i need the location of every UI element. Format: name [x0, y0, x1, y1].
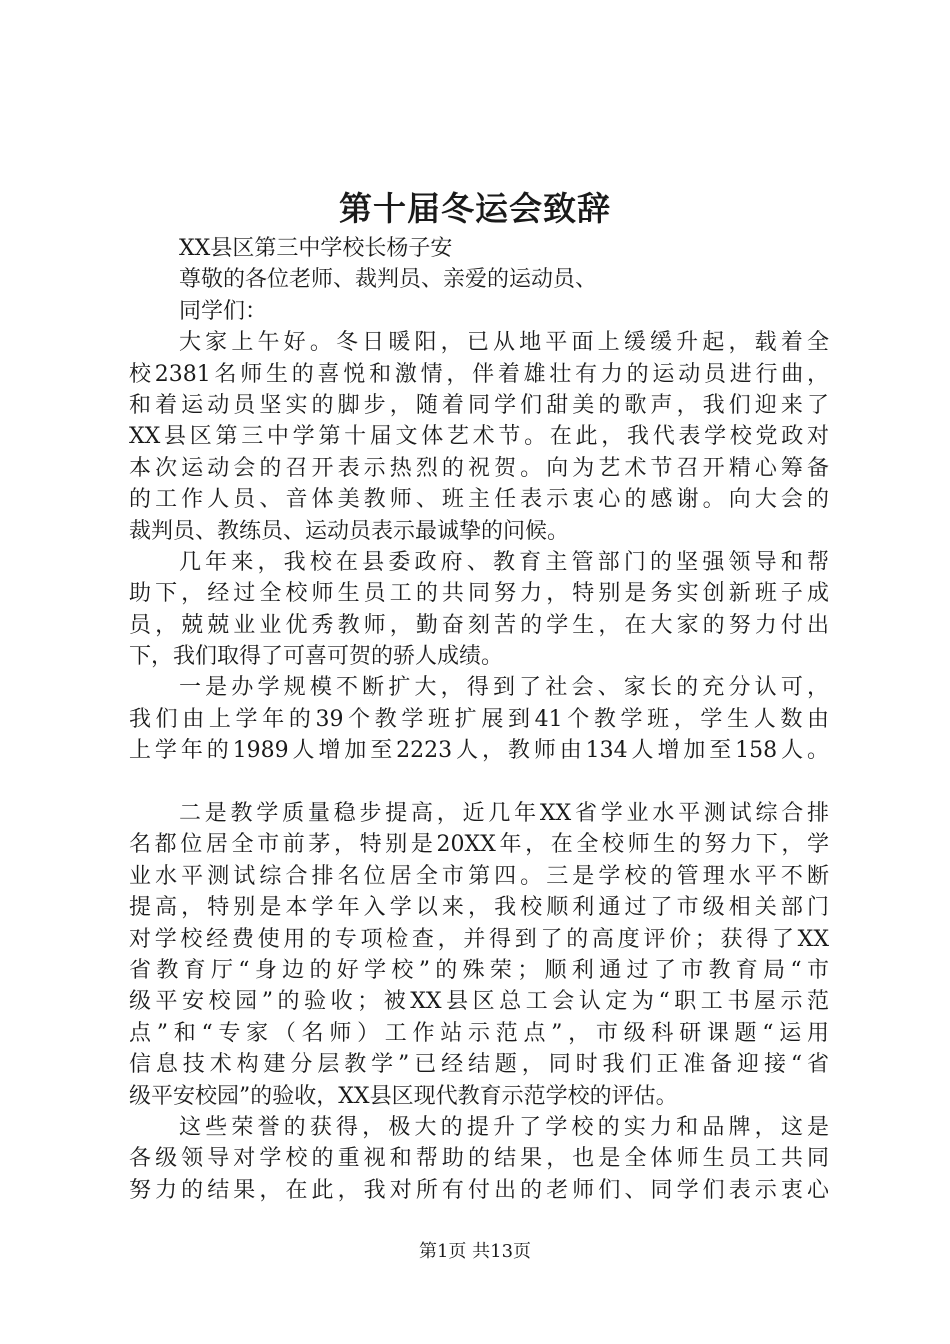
text-line: 几年来，我校在县委政府、教育主管部门的坚强领导和帮 — [179, 549, 829, 575]
text-line: 同学们： — [179, 298, 268, 324]
text-line: 尊敬的各位老师、裁判员、亲爱的运动员、 — [179, 267, 598, 293]
text-line: 级平安校园”的验收；被XX县区总工会认定为“职工书屋示范 — [129, 989, 829, 1015]
text-line: XX县区第三中学校长杨子安 — [179, 236, 453, 261]
text-line: 努力的结果，在此，我对所有付出的老师们、同学们表示衷心 — [129, 1177, 829, 1203]
text-line: 信息技术构建分层教学”已经结题，同时我们正准备迎接“省 — [129, 1052, 829, 1078]
page-footer: 第1页 共13页 — [418, 1241, 532, 1262]
text-line: 和着运动员坚实的脚步，随着同学们甜美的歌声，我们迎来了 — [129, 392, 829, 418]
text-line: 点”和“专家（名师）工作站示范点”，市级科研课题“运用 — [129, 1020, 829, 1046]
text-line: 提高，特别是本学年入学以来，我校顺利通过了市级相关部门 — [129, 895, 829, 921]
text-line: 级平安校园”的验收，XX县区现代教育示范学校的评估。 — [129, 1083, 678, 1109]
text-line: 我们由上学年的39个教学班扩展到41个教学班，学生人数由 — [129, 706, 829, 732]
text-line: 上学年的1989人增加至2223人，教师由134人增加至158人。 — [129, 738, 829, 764]
document-body — [129, 233, 829, 1206]
text-line: 助下，经过全校师生员工的共同努力，特别是务实创新班子成 — [129, 581, 829, 607]
text-line: 二是教学质量稳步提高，近几年XX省学业水平测试综合排 — [179, 801, 829, 827]
text-line: 裁判员、教练员、运动员表示最诚挚的问候。 — [129, 518, 570, 544]
text-line: 省教育厅“身边的好学校”的殊荣；顺利通过了市教育局“市 — [129, 957, 829, 983]
text-line: 业水平测试综合排名位居全市第四。三是学校的管理水平不断 — [129, 863, 829, 889]
text-line: 下，我们取得了可喜可贺的骄人成绩。 — [129, 644, 504, 670]
text-line: 对学校经费使用的专项检查，并得到了的高度评价；获得了XX — [129, 926, 829, 952]
text-line: 的工作人员、音体美教师、班主任表示衷心的感谢。向大会的 — [129, 487, 829, 513]
text-line: 大家上午好。冬日暖阳，已从地平面上缓缓升起，载着全 — [179, 330, 829, 356]
text-line: 本次运动会的召开表示热烈的祝贺。向为艺术节召开精心筹备 — [129, 455, 829, 481]
text-line: 这些荣誉的获得，极大的提升了学校的实力和品牌，这是 — [179, 1114, 829, 1140]
text-line: 各级领导对学校的重视和帮助的结果，也是全体师生员工共同 — [129, 1146, 829, 1172]
text-line: 一是办学规模不断扩大，得到了社会、家长的充分认可， — [179, 675, 829, 701]
text-line: 名都位居全市前茅，特别是20XX年，在全校师生的努力下，学 — [129, 832, 829, 858]
text-line: 校2381名师生的喜悦和激情，伴着雄壮有力的运动员进行曲， — [129, 361, 829, 387]
document-title: 第十届冬运会致辞 — [339, 189, 611, 228]
paragraph-spacer — [129, 767, 829, 798]
text-line: 员，兢兢业业优秀教师，勤奋刻苦的学生，在大家的努力付出 — [129, 612, 829, 638]
text-line: XX县区第三中学第十届文体艺术节。在此，我代表学校党政对 — [129, 424, 829, 450]
